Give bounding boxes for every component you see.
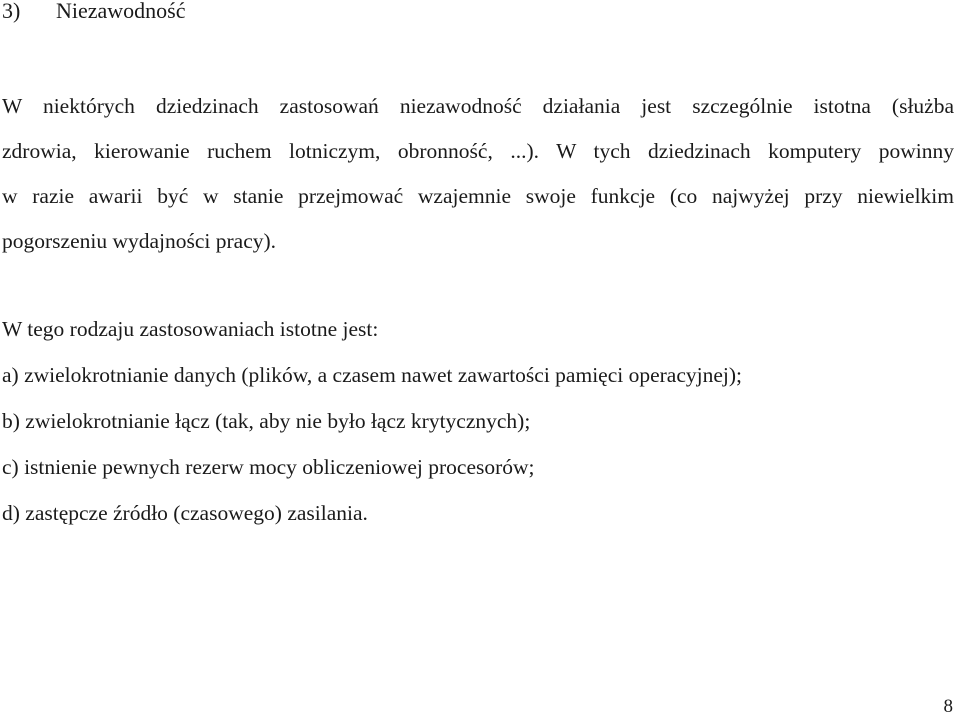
section-number: 3) [2,0,21,23]
list-item: c) istnienie pewnych rezerw mocy obliczeniowej procesorów; [2,455,535,479]
requirements-intro: W tego rodzaju zastosowaniach istotne jest: [2,317,379,341]
section-heading [2,0,186,24]
page-number: 8 [943,696,953,717]
paragraph-line: pogorszeniu wydajności pracy). [2,229,277,253]
paragraph-line: zdrowia, kierowanie ruchem lotniczym, obronność, ...). W tych dziedzinach komputery powinny [2,139,954,163]
intro-paragraph [2,84,952,264]
paragraph-line: w razie awarii być w stanie przejmować wzajemnie swoje funkcje (co najwyżej przy niewielkim [2,184,954,208]
paragraph-line: W niektórych dziedzinach zastosowań niezawodność działania jest szczególnie istotna (służba [2,94,954,118]
list-item: d) zastępcze źródło (czasowego) zasilania. [2,501,368,525]
requirements-section [2,306,952,536]
section-title: Niezawodność [56,0,186,23]
list-item: b) zwielokrotnianie łącz (tak, aby nie było łącz krytycznych); [2,409,531,433]
list-item: a) zwielokrotnianie danych (plików, a czasem nawet zawartości pamięci operacyjnej); [2,363,743,387]
